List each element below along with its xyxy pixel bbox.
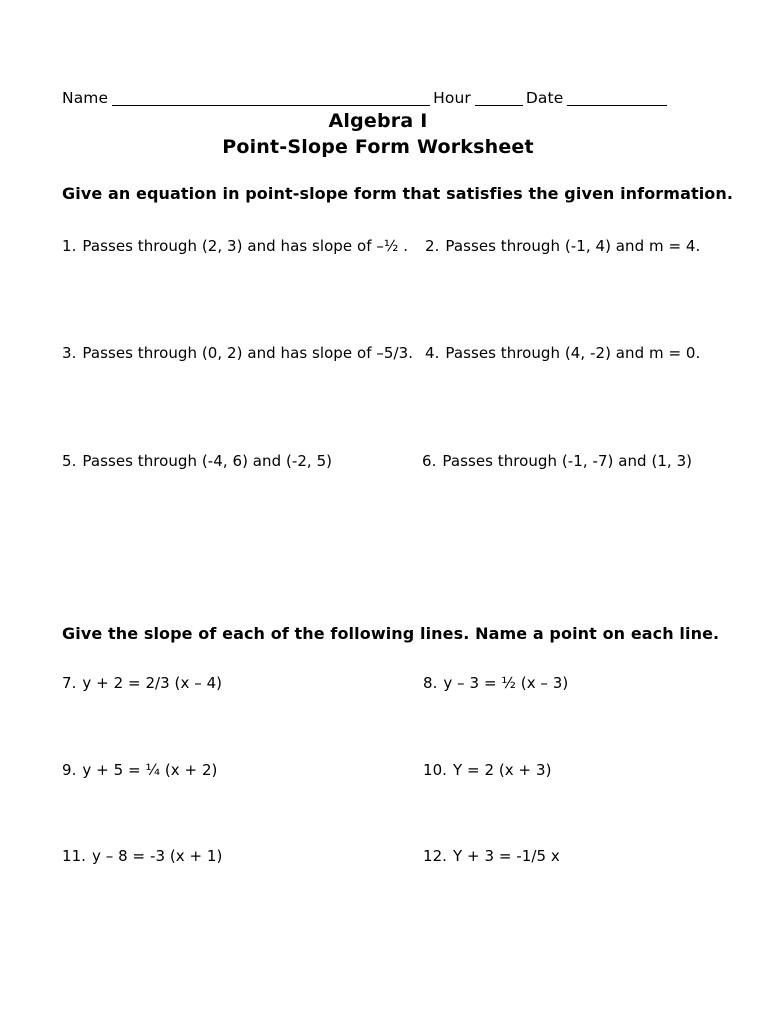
worksheet-title-block bbox=[0, 108, 770, 160]
hour-blank-field[interactable] bbox=[475, 92, 523, 106]
problem-item-12 bbox=[423, 846, 560, 866]
problem-item-3 bbox=[62, 343, 413, 363]
problem-text-2: Passes through (-1, 4) and m = 4. bbox=[445, 237, 701, 255]
problem-number-12: 12. bbox=[423, 847, 448, 865]
problem-item-5 bbox=[62, 451, 332, 471]
problem-text-9: y + 5 = ¼ (x + 2) bbox=[82, 761, 218, 779]
problem-item-9 bbox=[62, 760, 217, 780]
problem-item-10 bbox=[423, 760, 551, 780]
problem-text-5: Passes through (-4, 6) and (-2, 5) bbox=[82, 452, 333, 470]
problem-text-1: Passes through (2, 3) and has slope of –½ . bbox=[82, 237, 409, 255]
problem-number-8: 8. bbox=[423, 674, 438, 692]
problem-text-12: Y + 3 = -1/5 x bbox=[453, 847, 560, 865]
problem-number-2: 2. bbox=[425, 237, 440, 255]
problem-item-2 bbox=[425, 236, 700, 256]
problem-text-8: y – 3 = ½ (x – 3) bbox=[443, 674, 569, 692]
page-title-course: Algebra I bbox=[328, 110, 428, 132]
student-info-header bbox=[62, 83, 710, 107]
page-title-worksheet: Point-Slope Form Worksheet bbox=[222, 136, 534, 158]
problem-number-1: 1. bbox=[62, 237, 77, 255]
problem-text-10: Y = 2 (x + 3) bbox=[453, 761, 552, 779]
problem-number-4: 4. bbox=[425, 344, 440, 362]
problem-number-3: 3. bbox=[62, 344, 77, 362]
section-2-directions: Give the slope of each of the following lines. Name a point on each line. bbox=[62, 624, 720, 643]
problem-text-4: Passes through (4, -2) and m = 0. bbox=[445, 344, 701, 362]
problem-text-3: Passes through (0, 2) and has slope of –5/3. bbox=[82, 344, 414, 362]
problem-text-11: y – 8 = -3 (x + 1) bbox=[92, 847, 223, 865]
problem-number-5: 5. bbox=[62, 452, 77, 470]
date-blank-field[interactable] bbox=[567, 92, 667, 106]
problem-item-7 bbox=[62, 673, 222, 693]
section-1-directions: Give an equation in point-slope form that satisfies the given information. bbox=[62, 184, 734, 203]
problem-number-6: 6. bbox=[422, 452, 437, 470]
problem-item-1 bbox=[62, 236, 408, 256]
problem-item-8 bbox=[423, 673, 568, 693]
name-blank-field[interactable] bbox=[112, 92, 430, 106]
hour-label: Hour bbox=[433, 89, 471, 107]
problem-item-4 bbox=[425, 343, 700, 363]
problem-text-7: y + 2 = 2/3 (x – 4) bbox=[82, 674, 223, 692]
problem-number-9: 9. bbox=[62, 761, 77, 779]
problem-number-7: 7. bbox=[62, 674, 77, 692]
problem-item-11 bbox=[62, 846, 222, 866]
date-label: Date bbox=[525, 89, 564, 107]
problem-item-6 bbox=[422, 451, 692, 471]
name-label: Name bbox=[62, 89, 109, 107]
problem-number-11: 11. bbox=[62, 847, 87, 865]
problem-number-10: 10. bbox=[423, 761, 448, 779]
problem-text-6: Passes through (-1, -7) and (1, 3) bbox=[442, 452, 693, 470]
